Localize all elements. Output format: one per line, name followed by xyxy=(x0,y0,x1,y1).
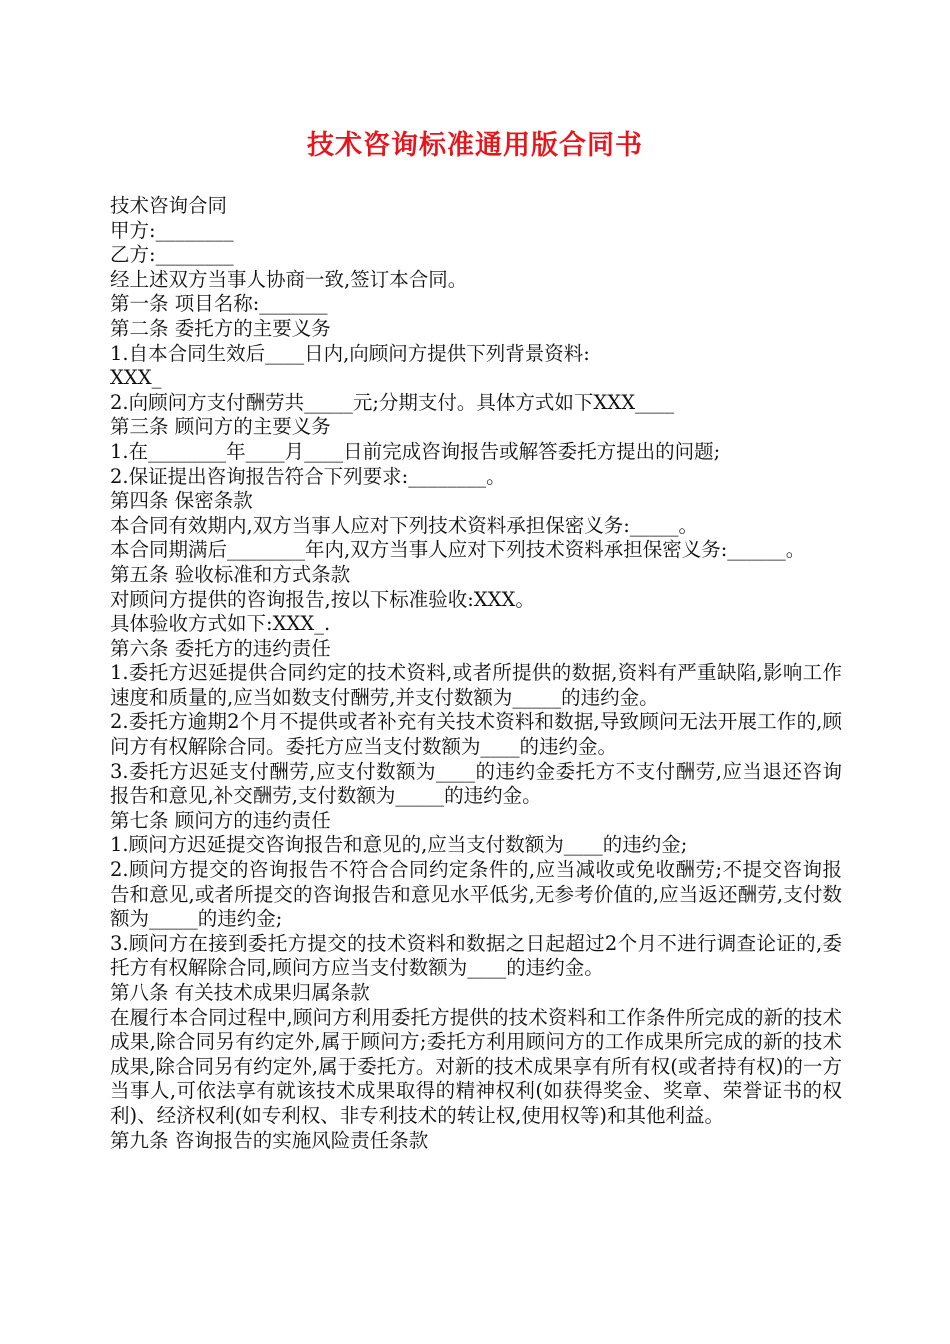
document-paragraph: 第七条 顾问方的违约责任 xyxy=(110,808,331,832)
document-paragraph: 在履行本合同过程中,顾问方利用委托方提供的技术资料和工作条件所完成的新的技术成果,除合同另有约定外,属于顾问方;委托方利用顾问方的工作成果所完成的新的技术成果,除合同另有约定外,属于委托方。对新的技术成果享有所有权(或者持有权)的一方当事人,可依法享有就该技术成果取得的精神权利(如获得奖金、奖章、荣誉证书的权利)、经济权利(如专利权、非专利技术的转让权,使用权等)和其他利益。 xyxy=(110,1005,842,1127)
document-paragraph: 具体验收方式如下:XXX_. xyxy=(110,612,331,636)
document-paragraph: 2.顾问方提交的咨询报告不符合合同约定条件的,应当减收或免收酬劳;不提交咨询报告和意见,或者所提交的咨询报告和意见水平低劣,无参考价值的,应当返还酬劳,支付数额为_____的违约金; xyxy=(110,858,842,931)
document-paragraph: 甲方:________ xyxy=(110,218,234,242)
document-paragraph: 第一条 项目名称:_______ xyxy=(110,292,328,316)
document-paragraph: 第三条 顾问方的主要义务 xyxy=(110,415,331,439)
document-paragraph: 2.委托方逾期2个月不提供或者补充有关技术资料和数据,导致顾问无法开展工作的,顾问方有权解除合同。委托方应当支付数额为____的违约金。 xyxy=(110,710,842,759)
document-paragraph: 2.向顾问方支付酬劳共_____元;分期支付。具体方式如下XXX____ xyxy=(110,390,675,414)
document-paragraph: 本合同有效期内,双方当事人应对下列技术资料承担保密义务:_____。 xyxy=(110,513,699,537)
document-paragraph: XXX_ xyxy=(110,366,162,390)
document-paragraph: 第五条 验收标准和方式条款 xyxy=(110,562,351,586)
document-paragraph: 1.自本合同生效后____日内,向顾问方提供下列背景资料: xyxy=(110,341,590,365)
document-paragraph: 1.在________年____月____日前完成咨询报告或解答委托方提出的问题; xyxy=(110,439,721,463)
document-paragraph: 对顾问方提供的咨询报告,按以下标准验收:XXX。 xyxy=(110,587,535,611)
document-paragraph: 3.委托方迟延支付酬劳,应支付数额为____的违约金委托方不支付酬劳,应当退还咨询报告和意见,补交酬劳,支付数额为_____的违约金。 xyxy=(110,759,842,808)
document-paragraph: 第八条 有关技术成果归属条款 xyxy=(110,981,370,1004)
document-paragraph: 乙方:________ xyxy=(110,243,234,267)
document-paragraph: 1.顾问方迟延提交咨询报告和意见的,应当支付数额为____的违约金; xyxy=(110,833,688,857)
document-paragraph: 第六条 委托方的违约责任 xyxy=(110,636,331,660)
document-paragraph: 第二条 委托方的主要义务 xyxy=(110,316,331,340)
document-paragraph: 经上述双方当事人协商一致,签订本合同。 xyxy=(110,267,468,291)
document-paragraph: 3.顾问方在接到委托方提交的技术资料和数据之日起超过2个月不进行调查论证的,委托方有权解除合同,顾问方应当支付数额为____的违约金。 xyxy=(110,931,842,980)
document-paragraph: 第四条 保密条款 xyxy=(110,489,253,513)
document-paragraph: 2.保证提出咨询报告符合下列要求:________。 xyxy=(110,464,506,488)
document-paragraph: 技术咨询合同 xyxy=(110,194,228,217)
document-paragraph: 第九条 咨询报告的实施风险责任条款 xyxy=(110,1128,429,1152)
document-body xyxy=(110,194,842,1153)
document-title: 技术咨询标准通用版合同书 xyxy=(307,130,643,161)
document-paragraph: 本合同期满后________年内,双方当事人应对下列技术资料承担保密义务:______。 xyxy=(110,538,806,562)
document-paragraph: 1.委托方迟延提供合同约定的技术资料,或者所提供的数据,资料有严重缺陷,影响工作速度和质量的,应当如数支付酬劳,并支付数额为_____的违约金。 xyxy=(110,661,842,709)
